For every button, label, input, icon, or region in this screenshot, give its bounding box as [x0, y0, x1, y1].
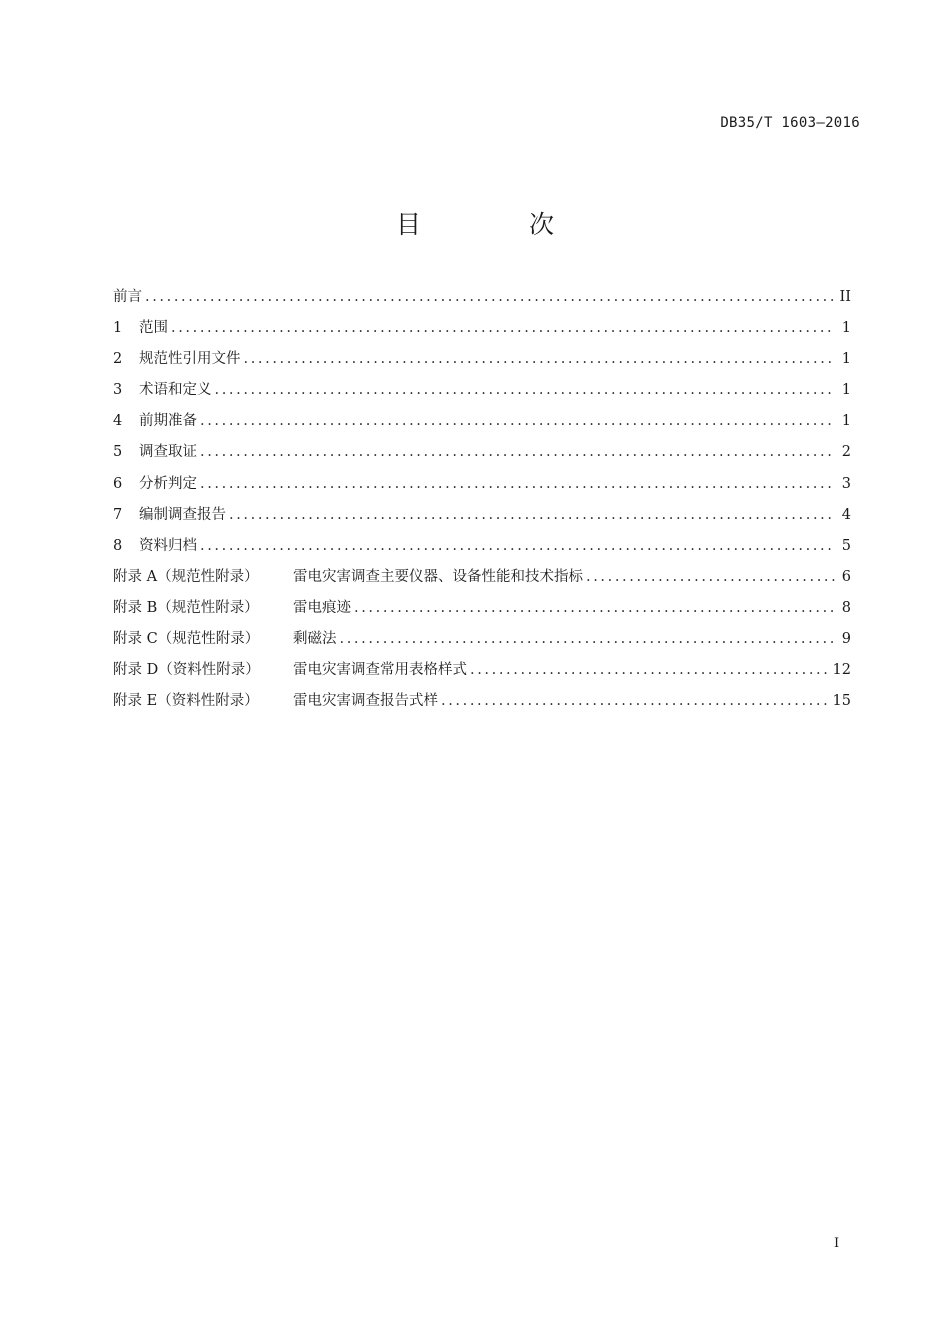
toc-entry-page: 8	[841, 599, 851, 616]
toc-entry[interactable]	[113, 597, 851, 628]
toc-entry-number: 6	[113, 475, 123, 492]
toc-entry-label: 雷电灾害调查主要仪器、设备性能和技术指标	[293, 568, 583, 585]
toc-entry-number: 8	[113, 537, 123, 554]
toc-entry-label: 规范性引用文件	[139, 351, 241, 368]
toc-entry[interactable]	[113, 473, 851, 504]
toc-entry-page: 15	[832, 693, 851, 710]
toc-entry-page: 1	[841, 351, 851, 368]
toc-entry-page: 3	[841, 475, 851, 492]
dot-leader	[586, 566, 835, 588]
toc-entry-annex: 附录 D（资料性附录）	[113, 662, 260, 679]
toc-entry-page: 5	[841, 537, 851, 554]
toc-entry[interactable]	[113, 535, 851, 566]
dot-leader	[441, 690, 827, 712]
dot-leader	[354, 597, 835, 619]
toc-entry[interactable]	[113, 317, 851, 348]
toc-entry[interactable]	[113, 379, 851, 410]
dot-leader	[200, 410, 835, 432]
toc-entry-label: 雷电灾害调查报告式样	[293, 693, 438, 710]
toc-entry-label: 编制调查报告	[139, 506, 226, 523]
toc-entry-label: 雷电痕迹	[293, 599, 351, 616]
toc-title: 目 次	[396, 210, 604, 239]
table-of-contents	[113, 286, 851, 721]
dot-leader	[171, 317, 835, 339]
toc-entry-number: 5	[113, 444, 123, 461]
toc-entry-annex: 附录 A（规范性附录）	[113, 568, 259, 585]
toc-entry-label: 分析判定	[139, 475, 197, 492]
toc-entry-label: 前言	[113, 289, 142, 305]
toc-entry-annex: 附录 E（资料性附录）	[113, 693, 259, 710]
page-number: I	[834, 1236, 840, 1251]
toc-entry[interactable]	[113, 566, 851, 597]
toc-entry-number: 7	[113, 506, 123, 523]
dot-leader	[340, 628, 836, 650]
toc-entry-label: 调查取证	[139, 444, 197, 461]
toc-entry[interactable]	[113, 628, 851, 659]
toc-entry-number: 2	[113, 351, 123, 368]
toc-entry-label: 术语和定义	[139, 382, 212, 399]
dot-leader	[215, 379, 836, 401]
toc-entry-page: 12	[832, 662, 851, 679]
toc-entry-label: 范围	[139, 320, 168, 337]
toc-entry[interactable]	[113, 348, 851, 379]
toc-entry-page: 1	[841, 320, 851, 337]
dot-leader	[200, 441, 835, 463]
toc-entry-annex: 附录 B（规范性附录）	[113, 599, 259, 616]
toc-entry-label: 前期准备	[139, 413, 197, 430]
toc-entry[interactable]	[113, 504, 851, 535]
toc-entry-number: 1	[113, 320, 123, 337]
toc-entry-annex: 附录 C（规范性附录）	[113, 631, 260, 648]
dot-leader	[229, 504, 835, 526]
toc-entry-page: 2	[841, 444, 851, 461]
toc-entry-label: 资料归档	[139, 537, 197, 554]
toc-entry[interactable]	[113, 286, 851, 317]
dot-leader	[244, 348, 836, 370]
toc-entry-page: II	[839, 289, 851, 305]
toc-entry-number: 3	[113, 382, 123, 399]
dot-leader	[145, 286, 834, 308]
toc-entry-page: 6	[841, 568, 851, 585]
toc-entry[interactable]	[113, 659, 851, 690]
toc-entry-label: 雷电灾害调查常用表格样式	[293, 662, 467, 679]
document-code: DB35/T 1603—2016	[720, 115, 860, 131]
toc-entry[interactable]	[113, 441, 851, 472]
toc-entry[interactable]	[113, 690, 851, 721]
dot-leader	[470, 659, 827, 681]
dot-leader	[200, 535, 835, 557]
toc-entry-page: 9	[841, 631, 851, 648]
toc-entry-label: 剩磁法	[293, 631, 337, 648]
toc-entry-page: 4	[841, 506, 851, 523]
toc-entry-number: 4	[113, 413, 123, 430]
dot-leader	[200, 473, 835, 495]
toc-entry-page: 1	[841, 382, 851, 399]
toc-entry-page: 1	[841, 413, 851, 430]
toc-entry[interactable]	[113, 410, 851, 441]
